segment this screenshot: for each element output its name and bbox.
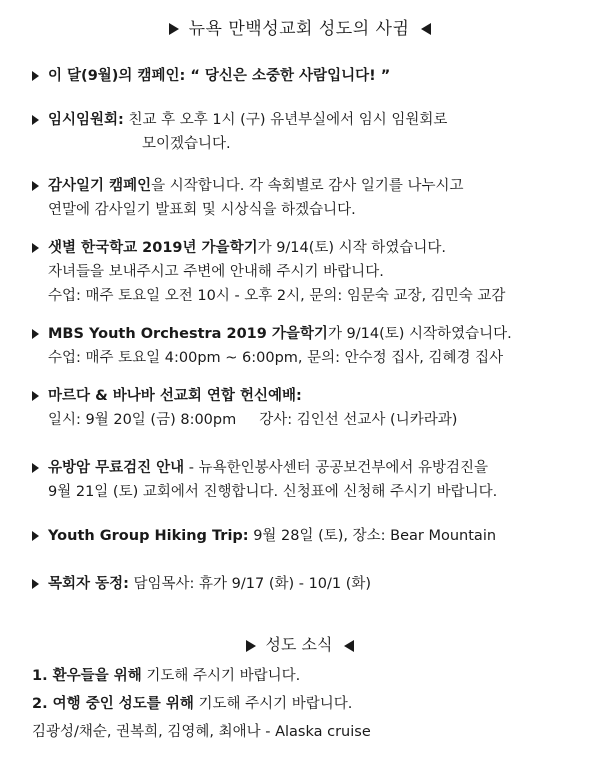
announcement-line: 모이겠습니다.	[142, 136, 231, 152]
announcement-line	[32, 322, 592, 346]
bullet-icon	[32, 579, 39, 589]
triangle-left-icon	[421, 23, 431, 35]
page-title-text: 뉴욕 만백성교회 성도의 사귐	[188, 19, 410, 39]
announcement-text: 을 시작합니다. 각 속회별로 감사 일기를 나누시고	[151, 178, 464, 194]
announcement-heading: Youth Group Hiking Trip:	[48, 528, 249, 544]
bullet-icon	[32, 243, 39, 253]
announcement-line	[32, 64, 592, 88]
news-text: 기도해 주시기 바랍니다.	[141, 668, 301, 684]
triangle-left-icon	[344, 640, 354, 652]
announcement-line	[32, 384, 592, 408]
announcement-heading: 샛별 한국학교 2019년 가을학기	[48, 240, 258, 256]
news-heading: 2. 여행 중인 성도를 위해	[32, 696, 194, 712]
announcement-line	[32, 456, 592, 480]
announcement-item	[32, 108, 592, 156]
news-text: 기도해 주시기 바랍니다.	[193, 696, 353, 712]
announcement-item	[32, 322, 592, 370]
announcement-text: 가 9/14(토) 시작 하였습니다.	[257, 240, 446, 256]
page-title	[0, 14, 600, 39]
announcement-line	[32, 174, 592, 198]
triangle-right-icon	[246, 640, 256, 652]
bullet-icon	[32, 115, 39, 125]
announcement-heading: 마르다 & 바나바 선교회 연합 헌신예배:	[48, 388, 302, 404]
announcement-text: 가 9/14(토) 시작하였습니다.	[327, 326, 512, 342]
announcement-heading: 감사일기 캠페인	[48, 178, 152, 194]
section-title-text: 성도 소식	[265, 635, 333, 654]
section-title	[0, 632, 600, 655]
announcement-item	[32, 64, 592, 88]
announcement-item	[32, 572, 592, 596]
announcement-item	[32, 456, 592, 504]
news-item	[32, 720, 592, 744]
announcement-line	[32, 572, 592, 596]
announcement-item	[32, 236, 592, 308]
triangle-right-icon	[169, 23, 179, 35]
announcement-text: 9월 28일 (토), 장소: Bear Mountain	[248, 528, 497, 544]
announcement-heading: 목회자 동정:	[48, 576, 129, 592]
announcement-line: 수업: 매주 토요일 오전 10시 - 오후 2시, 문의: 임문숙 교장, 김민숙 교감	[48, 288, 506, 304]
bullet-icon	[32, 329, 39, 339]
announcement-line: 수업: 매주 토요일 4:00pm ~ 6:00pm, 문의: 안수정 집사, 김혜경 집사	[48, 350, 504, 366]
announcement-line: 연말에 감사일기 발표회 및 시상식을 하겠습니다.	[48, 202, 356, 218]
announcement-item	[32, 174, 592, 222]
announcement-heading: MBS Youth Orchestra 2019 가을학기	[48, 326, 328, 342]
announcement-line	[32, 108, 592, 132]
news-heading: 1. 환우들을 위해	[32, 668, 142, 684]
announcement-line: 일시: 9월 20일 (금) 8:00pm 강사: 김인선 선교사 (니카라과)	[48, 412, 458, 428]
news-item	[32, 692, 592, 716]
news-text: 김광성/채순, 권복희, 김영혜, 최애나 - Alaska cruise	[32, 724, 371, 740]
announcement-line: 9월 21일 (토) 교회에서 진행합니다. 신청표에 신청해 주시기 바랍니다.	[48, 484, 498, 500]
announcement-text: 친교 후 오후 1시 (구) 유년부실에서 임시 임원회로	[123, 112, 448, 128]
announcement-line	[32, 524, 592, 548]
bullet-icon	[32, 463, 39, 473]
announcement-item	[32, 524, 592, 548]
bullet-icon	[32, 531, 39, 541]
bullet-icon	[32, 71, 39, 81]
member-news-list	[32, 664, 592, 744]
announcement-line: 자녀들을 보내주시고 주변에 안내해 주시기 바랍니다.	[48, 264, 384, 280]
announcement-text: - 뉴욕한인봉사센터 공공보건부에서 유방검진을	[184, 460, 488, 476]
bullet-icon	[32, 181, 39, 191]
announcement-heading: 유방암 무료검진 안내	[48, 460, 185, 476]
announcement-item	[32, 384, 592, 432]
announcement-line	[32, 236, 592, 260]
news-item	[32, 664, 592, 688]
announcement-heading: 임시임원회:	[48, 112, 124, 128]
bullet-icon	[32, 391, 39, 401]
announcement-heading: 이 달(9월)의 캠페인: “ 당신은 소중한 사람입니다! ”	[48, 68, 391, 84]
announcement-text: 담임목사: 휴가 9/17 (화) - 10/1 (화)	[128, 576, 372, 592]
